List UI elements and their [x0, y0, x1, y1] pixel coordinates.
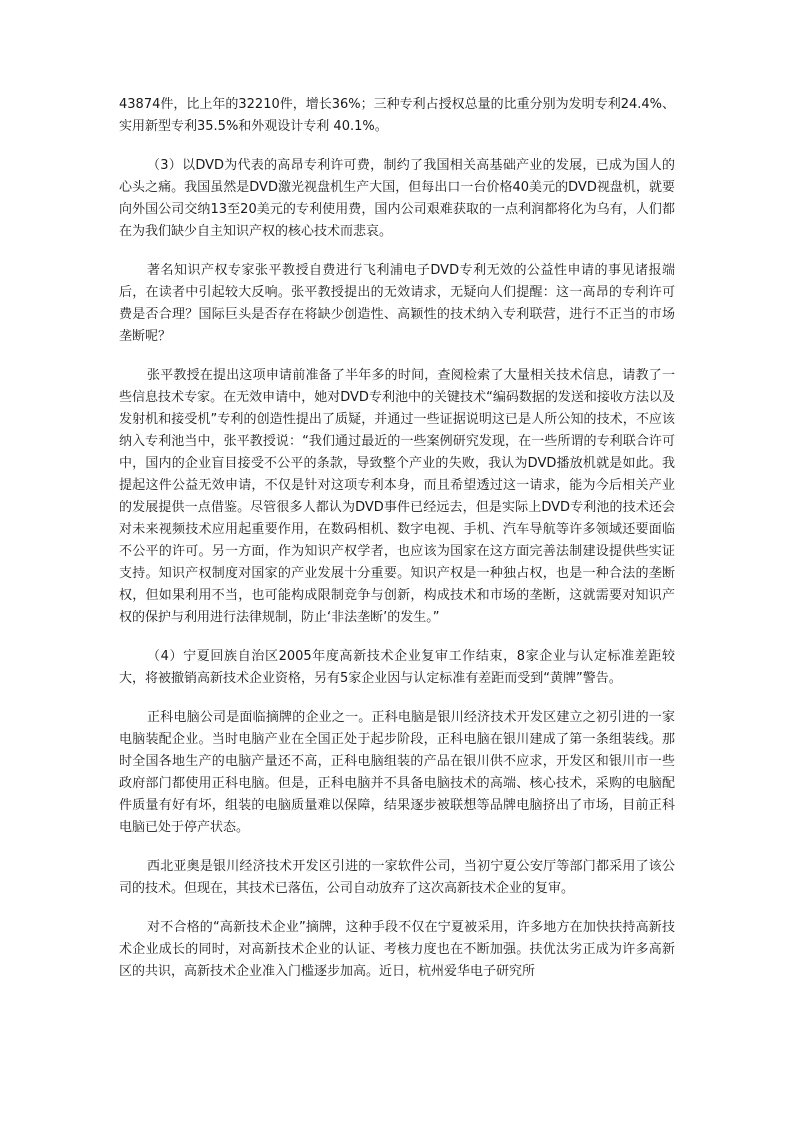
paragraph-zhang-ping-application: 著名知识产权专家张平教授自费进行飞利浦电子DVD专利无效的公益性申请的事见诸报端后，在读者中引起较大反响。张平教授提出的无效请求，无疑向人们提醒：这一高昂的专利许可费是否合理？国际巨头是否存在将缺少创造性、高颖性的技术纳入专利联营，进行不正当的市场垄断呢？ [119, 263, 675, 344]
paragraph-zhang-ping-quote: 张平教授在提出这项申请前准备了半年多的时间，查阅检索了大量相关技术信息，请教了一些信息技术专家。在无效申请中，她对DVD专利池中的关键技术“编码数据的发送和接收方法以及发射机和接受机”专利的创造性提出了质疑，并通过一些证据说明这已是人所公知的技术，不应该纳入专利池当中，张平教授说：“我们通过最近的一些案例研究发现，在一些所谓的专利联合许可中，国内的企业盲目接受不公平的条款，导致整个产业的失败，我认为DVD播放机就是如此。我提起这件公益无效申请，不仅是针对这项专利本身，而且希望透过这一请求，能为今后相关产业的发展提供一点借鉴。尽管很多人都认为DVD事件已经远去，但是实际上DVD专利池的技术还会对未来视频技术应用起重要作用，在数码相机、数字电视、手机、汽车导航等许多领域还要面临不公平的许可。另一方面，作为知识产权学者，也应该为国家在这方面完善法制建设提供些实证支持。知识产权制度对国家的产业发展十分重要。知识产权是一种独占权，也是一种合法的垄断权，但如果利用不当，也可能构成限制竞争与创新，构成技术和市场的垄断，这就需要对知识产权的保护与利用进行法律规制，防止‘非法垄断’的发生。” [119, 368, 675, 625]
paragraph-patent-statistics: 43874件，比上年的32210件，增长36%；三种专利占授权总量的比重分别为发明专利24.4%、实用新型专利35.5%和外观设计专利 40.1%。 [119, 97, 675, 134]
paragraph-zhengke-computer: 正科电脑公司是面临摘牌的企业之一。正科电脑是银川经济技术开发区建立之初引进的一家电脑装配企业。当时电脑产业在全国正处于起步阶段，正科电脑在银川建成了第一条组装线。那时全国各地生产的电脑产量还不高，正科电脑组装的产品在银川供不应求，开发区和银川市一些政府部门都使用正科电脑。但是，正科电脑并不具备电脑技术的高端、核心技术，采购的电脑配件质量有好有坏，组装的电脑质量难以保障，结果逐步被联想等品牌电脑挤出了市场，目前正科电脑已处于停产状态。 [119, 710, 675, 835]
paragraph-delisting-trend: 对不合格的“高新技术企业”摘牌，这种手段不仅在宁夏被采用，许多地方在加快扶持高新技术企业成长的同时，对高新技术企业的认证、考核力度也在不断加强。扶优汰劣正成为许多高新区的共识，高新技术企业准入门槛逐步加高。近日，杭州爱华电子研究所 [119, 920, 675, 979]
document-body [119, 94, 675, 1000]
paragraph-dvd-license-fees: （3）以DVD为代表的高昂专利许可费，制约了我国相关高基础产业的发展，已成为国人的心头之痛。我国虽然是DVD激光视盘机生产大国，但每出口一台价格40美元的DVD视盘机，就要向外国公司交纳13至20美元的专利使用费，国内公司艰难获取的一点利润都将化为乌有，人们都在为我们缺少自主知识产权的核心技术而悲哀。 [119, 158, 675, 239]
paragraph-xibei-yaao: 西北亚奥是银川经济技术开发区引进的一家软件公司，当初宁夏公安厅等部门都采用了该公司的技术。但现在，其技术已落伍，公司自动放弃了这次高新技术企业的复审。 [119, 859, 675, 896]
paragraph-ningxia-review: （4）宁夏回族自治区2005年度高新技术企业复审工作结束，8家企业与认定标准差距较大，将被撤销高新技术企业资格，另有5家企业因与认定标准有差距而受到“黄牌”警告。 [119, 649, 675, 686]
